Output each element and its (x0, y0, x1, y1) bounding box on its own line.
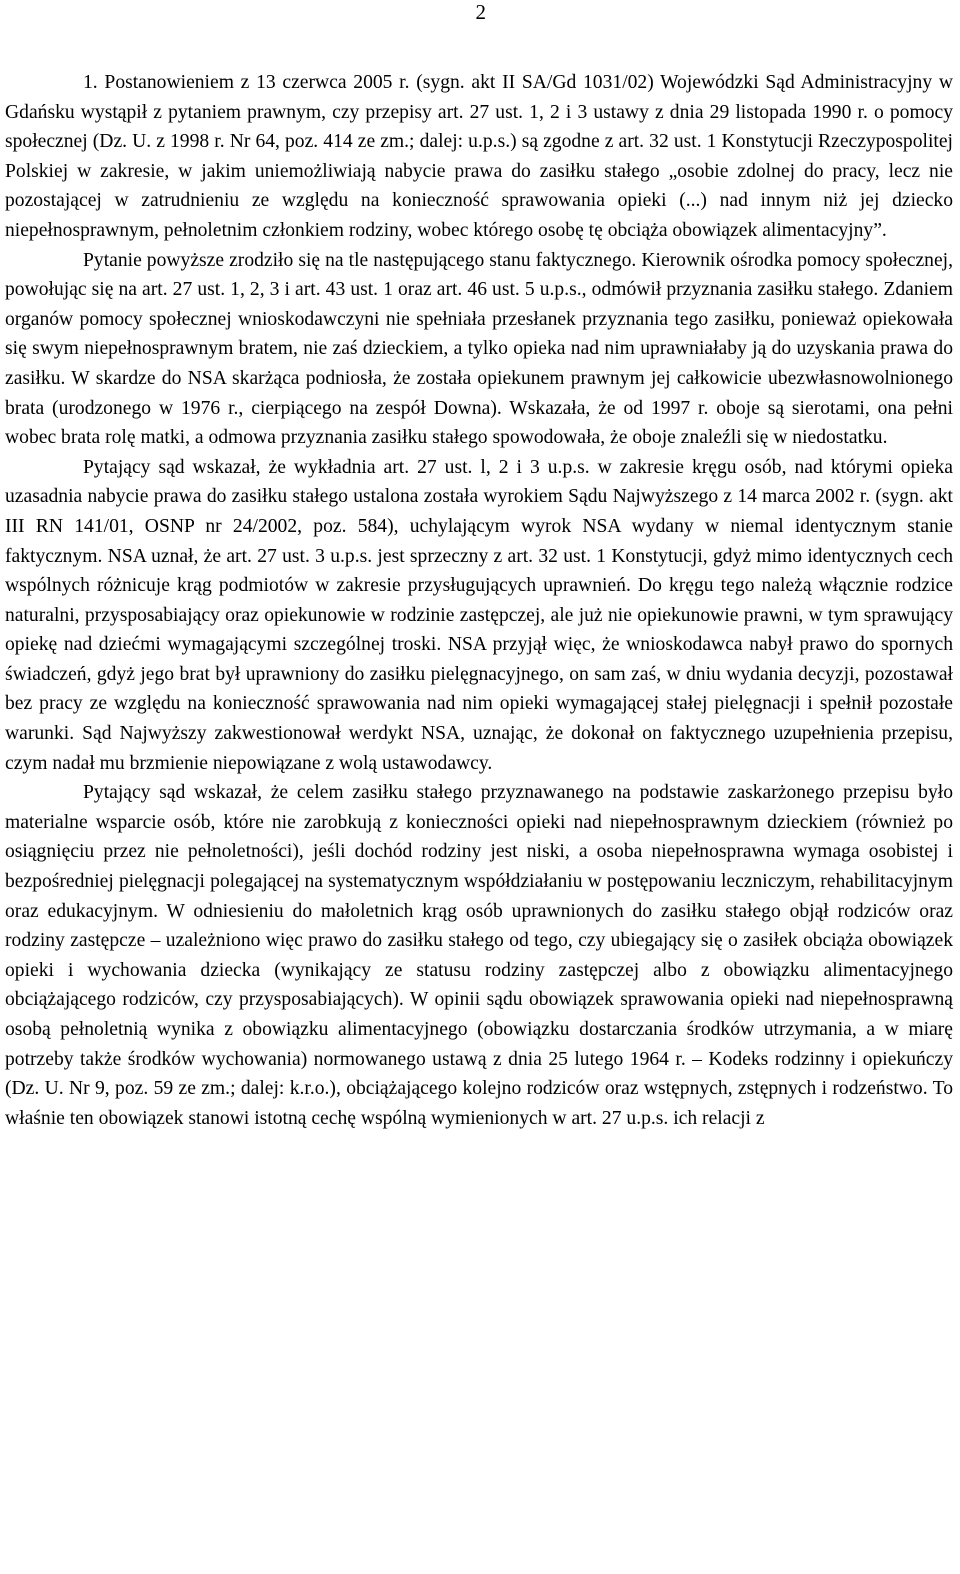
paragraph-4: Pytający sąd wskazał, że celem zasiłku stałego przyznawanego na podstawie zaskarżonego przepisu było materialne wsparcie osób, które nie zarobkują z konieczności opieki nad niepełnosprawnym dzieckiem (również po osiągnięciu przez nie pełnoletności), jeśli dochód rodziny jest niski, a osoba niepełnosprawna wymaga osobistej i bezpośredniej pielęgnacji polegającej na systematycznym współdziałaniu w postępowaniu leczniczym, rehabilitacyjnym oraz edukacyjnym. W odniesieniu do małoletnich krąg osób uprawnionych do zasiłku stałego objął rodziców oraz rodziny zastępcze – uzależniono więc prawo do zasiłku stałego od tego, czy ubiegający się o zasiłek obciąża obowiązek opieki i wychowania dziecka (wynikający ze statusu rodziny zastępczej albo z obowiązku alimentacyjnego obciążającego rodziców, czy przysposabiających). W opinii sądu obowiązek sprawowania opieki nad niepełnosprawną osobą pełnoletnią wynika z obowiązku alimentacyjnego (obowiązku dostarczania środków utrzymania, a w miarę potrzeby także środków wychowania) normowanego ustawą z dnia 25 lutego 1964 r. – Kodeks rodzinny i opiekuńczy (Dz. U. Nr 9, poz. 59 ze zm.; dalej: k.r.o.), obciążającego kolejno rodziców oraz wstępnych, zstępnych i rodzeństwo. To właśnie ten obowiązek stanowi istotną cechę wspólną wymienionych w art. 27 u.p.s. ich relacji z (5, 782, 953, 1129)
page-number: 2 (475, 0, 486, 24)
document-body (5, 68, 953, 1133)
paragraph-3: Pytający sąd wskazał, że wykładnia art. 27 ust. l, 2 i 3 u.p.s. w zakresie kręgu osób, nad którymi opieka uzasadnia nabycie prawa do zasiłku stałego ustalona została wyrokiem Sądu Najwyższego z 14 marca 2002 r. (sygn. akt III RN 141/01, OSNP nr 24/2002, poz. 584), uchylającym wyrok NSA wydany w niemal identycznym stanie faktycznym. NSA uznał, że art. 27 ust. 3 u.p.s. jest sprzeczny z art. 32 ust. 1 Konstytucji, gdyż mimo identycznych cech wspólnych różnicuje krąg podmiotów w zakresie przysługujących uprawnień. Do kręgu tego należą włącznie rodzice naturalni, przysposabiający oraz opiekunowie w rodzinie zastępczej, ale już nie opiekunowie prawni, w tym sprawujący opiekę nad dziećmi wymagającymi szczególnej troski. NSA przyjął więc, że wnioskodawca nabył prawo do spornych świadczeń, gdyż jego brat był uprawniony do zasiłku pielęgnacyjnego, on sam zaś, w dniu wydania decyzji, pozostawał bez pracy ze względu na konieczność sprawowania nad nim opieki wymagającej stałej pielęgnacji i spełnił pozostałe warunki. Sąd Najwyższy zakwestionował werdykt NSA, uznając, że dokonał on faktycznego uzupełnienia przepisu, czym nadał mu brzmienie niepowiązane z wolą ustawodawcy. (5, 456, 953, 774)
paragraph-2: Pytanie powyższe zrodziło się na tle następującego stanu faktycznego. Kierownik ośrodka pomocy społecznej, powołując się na art. 27 ust. 1, 2, 3 i art. 43 ust. 1 oraz art. 46 ust. 5 u.p.s., odmówił przyznania zasiłku stałego. Zdaniem organów pomocy społecznej wnioskodawczyni nie spełniała przesłanek przyznania tego zasiłku, ponieważ opiekowała się swym niepełnosprawnym bratem, nie zaś dzieckiem, a tylko opieka nad nim uprawniałaby ją do uzyskania prawa do zasiłku. W skardze do NSA skarżąca podniosła, że została opiekunem prawnym jej całkowicie ubezwłasnowolnionego brata (urodzonego w 1976 r., cierpiącego na zespół Downa). Wskazała, że od 1997 r. oboje są sierotami, ona pełni wobec brata rolę matki, a odmowa przyznania zasiłku stałego spowodowała, że oboje znaleźli się w niedostatku. (5, 249, 953, 449)
paragraph-1: 1. Postanowieniem z 13 czerwca 2005 r. (sygn. akt II SA/Gd 1031/02) Wojewódzki Sąd Administracyjny w Gdańsku wystąpił z pytaniem prawnym, czy przepisy art. 27 ust. 1, 2 i 3 ustawy z dnia 29 listopada 1990 r. o pomocy społecznej (Dz. U. z 1998 r. Nr 64, poz. 414 ze zm.; dalej: u.p.s.) są zgodne z art. 32 ust. 1 Konstytucji Rzeczypospolitej Polskiej w zakresie, w jakim uniemożliwiają nabycie prawa do zasiłku stałego „osobie zdolnej do pracy, lecz nie pozostającej w zatrudnieniu ze względu na konieczność sprawowania opieki (...) nad innym niż jej dziecko niepełnosprawnym, pełnoletnim członkiem rodziny, wobec którego osobę tę obciąża obowiązek alimentacyjny”. (5, 72, 953, 241)
